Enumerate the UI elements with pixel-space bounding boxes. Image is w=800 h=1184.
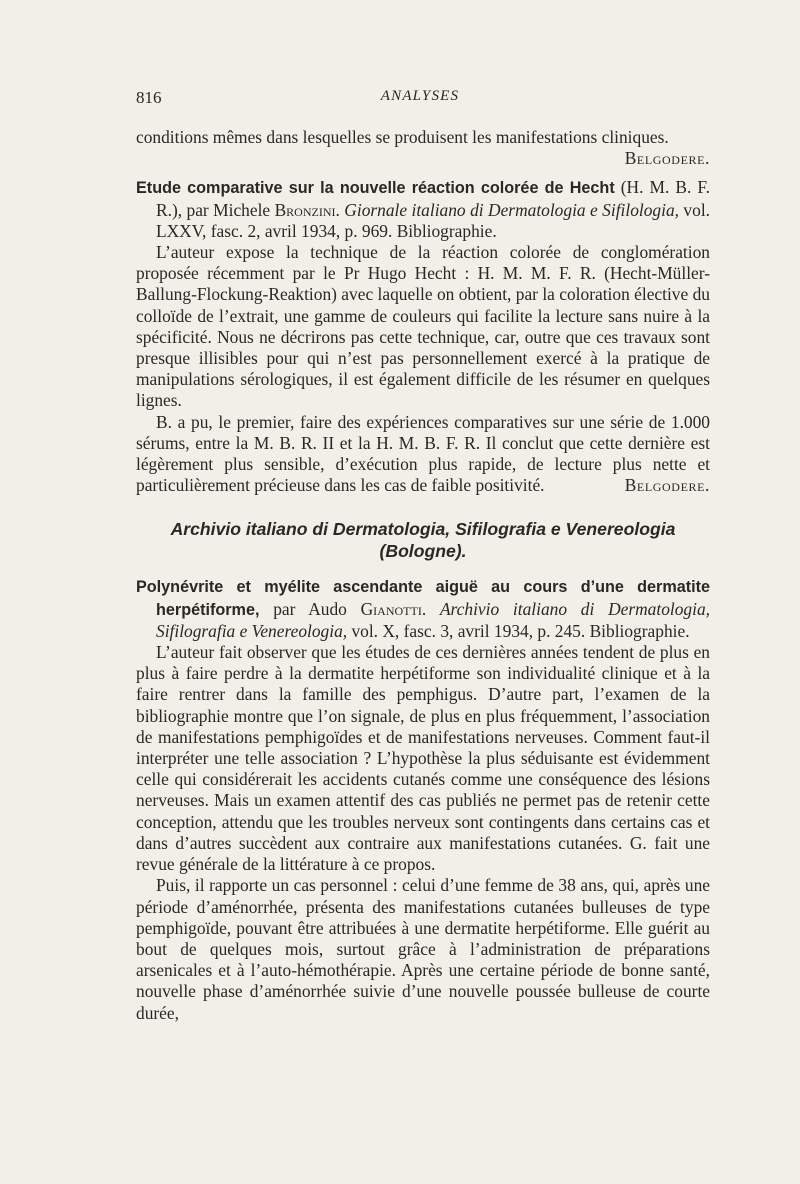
continuation-paragraph — [136, 127, 710, 169]
page-number: 816 — [136, 88, 162, 107]
review-entry-1 — [136, 177, 710, 496]
review-paragraph — [136, 412, 710, 497]
review-title: Polynévrite et myélite ascendante aiguë au cours d’une dermatite herpétiforme, — [136, 578, 710, 619]
review-journal: Giornale italiano di Dermatologia e Sifilologia, — [344, 199, 679, 220]
review-citation: vol. X, fasc. 3, avril 1934, p. 245. Bibliographie. — [347, 620, 690, 641]
running-head: ANALYSES — [380, 88, 460, 104]
section-title — [136, 518, 710, 562]
review-entry-2 — [136, 576, 710, 1023]
review-journal: Archivio italiano di Dermatologia, Sifilografia e Venereologia, — [156, 598, 710, 641]
signature: Belgodere. — [624, 475, 710, 496]
review-paragraph: Puis, il rapporte un cas personnel : celui d’une femme de 38 ans, qui, après une période d’aménorrhée, présenta des manifestations cutanées bulleuses de type pemphigoïde, pouvant être attribuées à une dermatite herpétiforme. Elle guérit au bout de quelques mois, surtout grâce à l’administration de préparations arsenicales et à l’auto-hémothérapie. Après une certaine période de bonne santé, nouvelle phase d’aménorrhée suivie d’une nouvelle poussée bulleuse de courte durée, — [136, 875, 710, 1023]
page-header — [136, 88, 704, 112]
author-separator: . — [335, 199, 345, 220]
review-title: Etude comparative sur la nouvelle réaction colorée de Hecht — [136, 179, 615, 198]
review-heading — [136, 177, 710, 242]
section-journal-name: Archivio italiano di Dermatologia, Sifilografia e Venereologia — [170, 519, 676, 540]
signature: Belgodere. — [624, 148, 710, 169]
review-title-paren: (H. M. B. F. R.), par Michele — [156, 177, 710, 220]
review-citation: vol. LXXV, fasc. 2, avril 1934, p. 969. Bibliographie. — [156, 199, 711, 241]
review-author: Gianotti — [360, 598, 422, 619]
page-content — [136, 127, 710, 1024]
review-author: Bronzini — [274, 199, 336, 220]
review-paragraph: L’auteur expose la technique de la réaction colorée de conglomération proposée récemment par le Pr Hugo Hecht : H. M. M. F. R. (Hecht-Müller-Ballung-Flockung-Reaktion) avec laquelle on obtient, par la coloration élective du colloïde de l’extrait, une gamme de couleurs qui facilite la lecture sans nuire à la spécificité. Nous ne décrirons pas cette technique, car, outre que ces travaux sont presque illisibles pour qui n’est pas personnellement exercé à la pratique de manipulations sérologiques, il est également difficile de les résumer en quelques lignes. — [136, 242, 710, 411]
continuation-text: conditions mêmes dans lesquelles se produisent les manifestations cliniques. — [136, 127, 669, 147]
section-city: (Bologne). — [379, 541, 467, 562]
review-heading — [136, 576, 710, 642]
author-separator: . — [421, 598, 440, 619]
review-paragraph: L’auteur fait observer que les études de ces dernières années tendent de plus en plus à faire perdre à la dermatite herpétiforme son individualité clinique et à la faire rentrer dans la famille des pemphigus. D’autre part, l’examen de la bibliographie montre que l’on signale, de plus en plus fréquemment, l’association de manifestations pemphigoïdes et de manifestations nerveuses. Comment faut-il interpréter une telle association ? L’hypothèse la plus séduisante est évidemment celle qui considérerait les accidents cutanés comme une conséquence des lésions nerveuses. Mais un examen attentif des cas publiés ne permet pas de retenir cette conception, attendu que les troubles nerveux sont contingents dans certains cas et dans d’autres succèdent aux contraire aux manifestations cutanées. G. fait une revue générale de la littérature à ce propos. — [136, 642, 710, 875]
review-by: par Audo — [259, 598, 361, 619]
review-paragraph-text: B. a pu, le premier, faire des expériences comparatives sur une série de 1.000 sérums, entre la M. B. R. II et la H. M. B. F. R. Il conclut que cette dernière est légèrement plus sensible, d’exécution plus rapide, de lecture plus nette et particulièrement précieuse dans les cas de faible positivité. — [136, 411, 710, 496]
